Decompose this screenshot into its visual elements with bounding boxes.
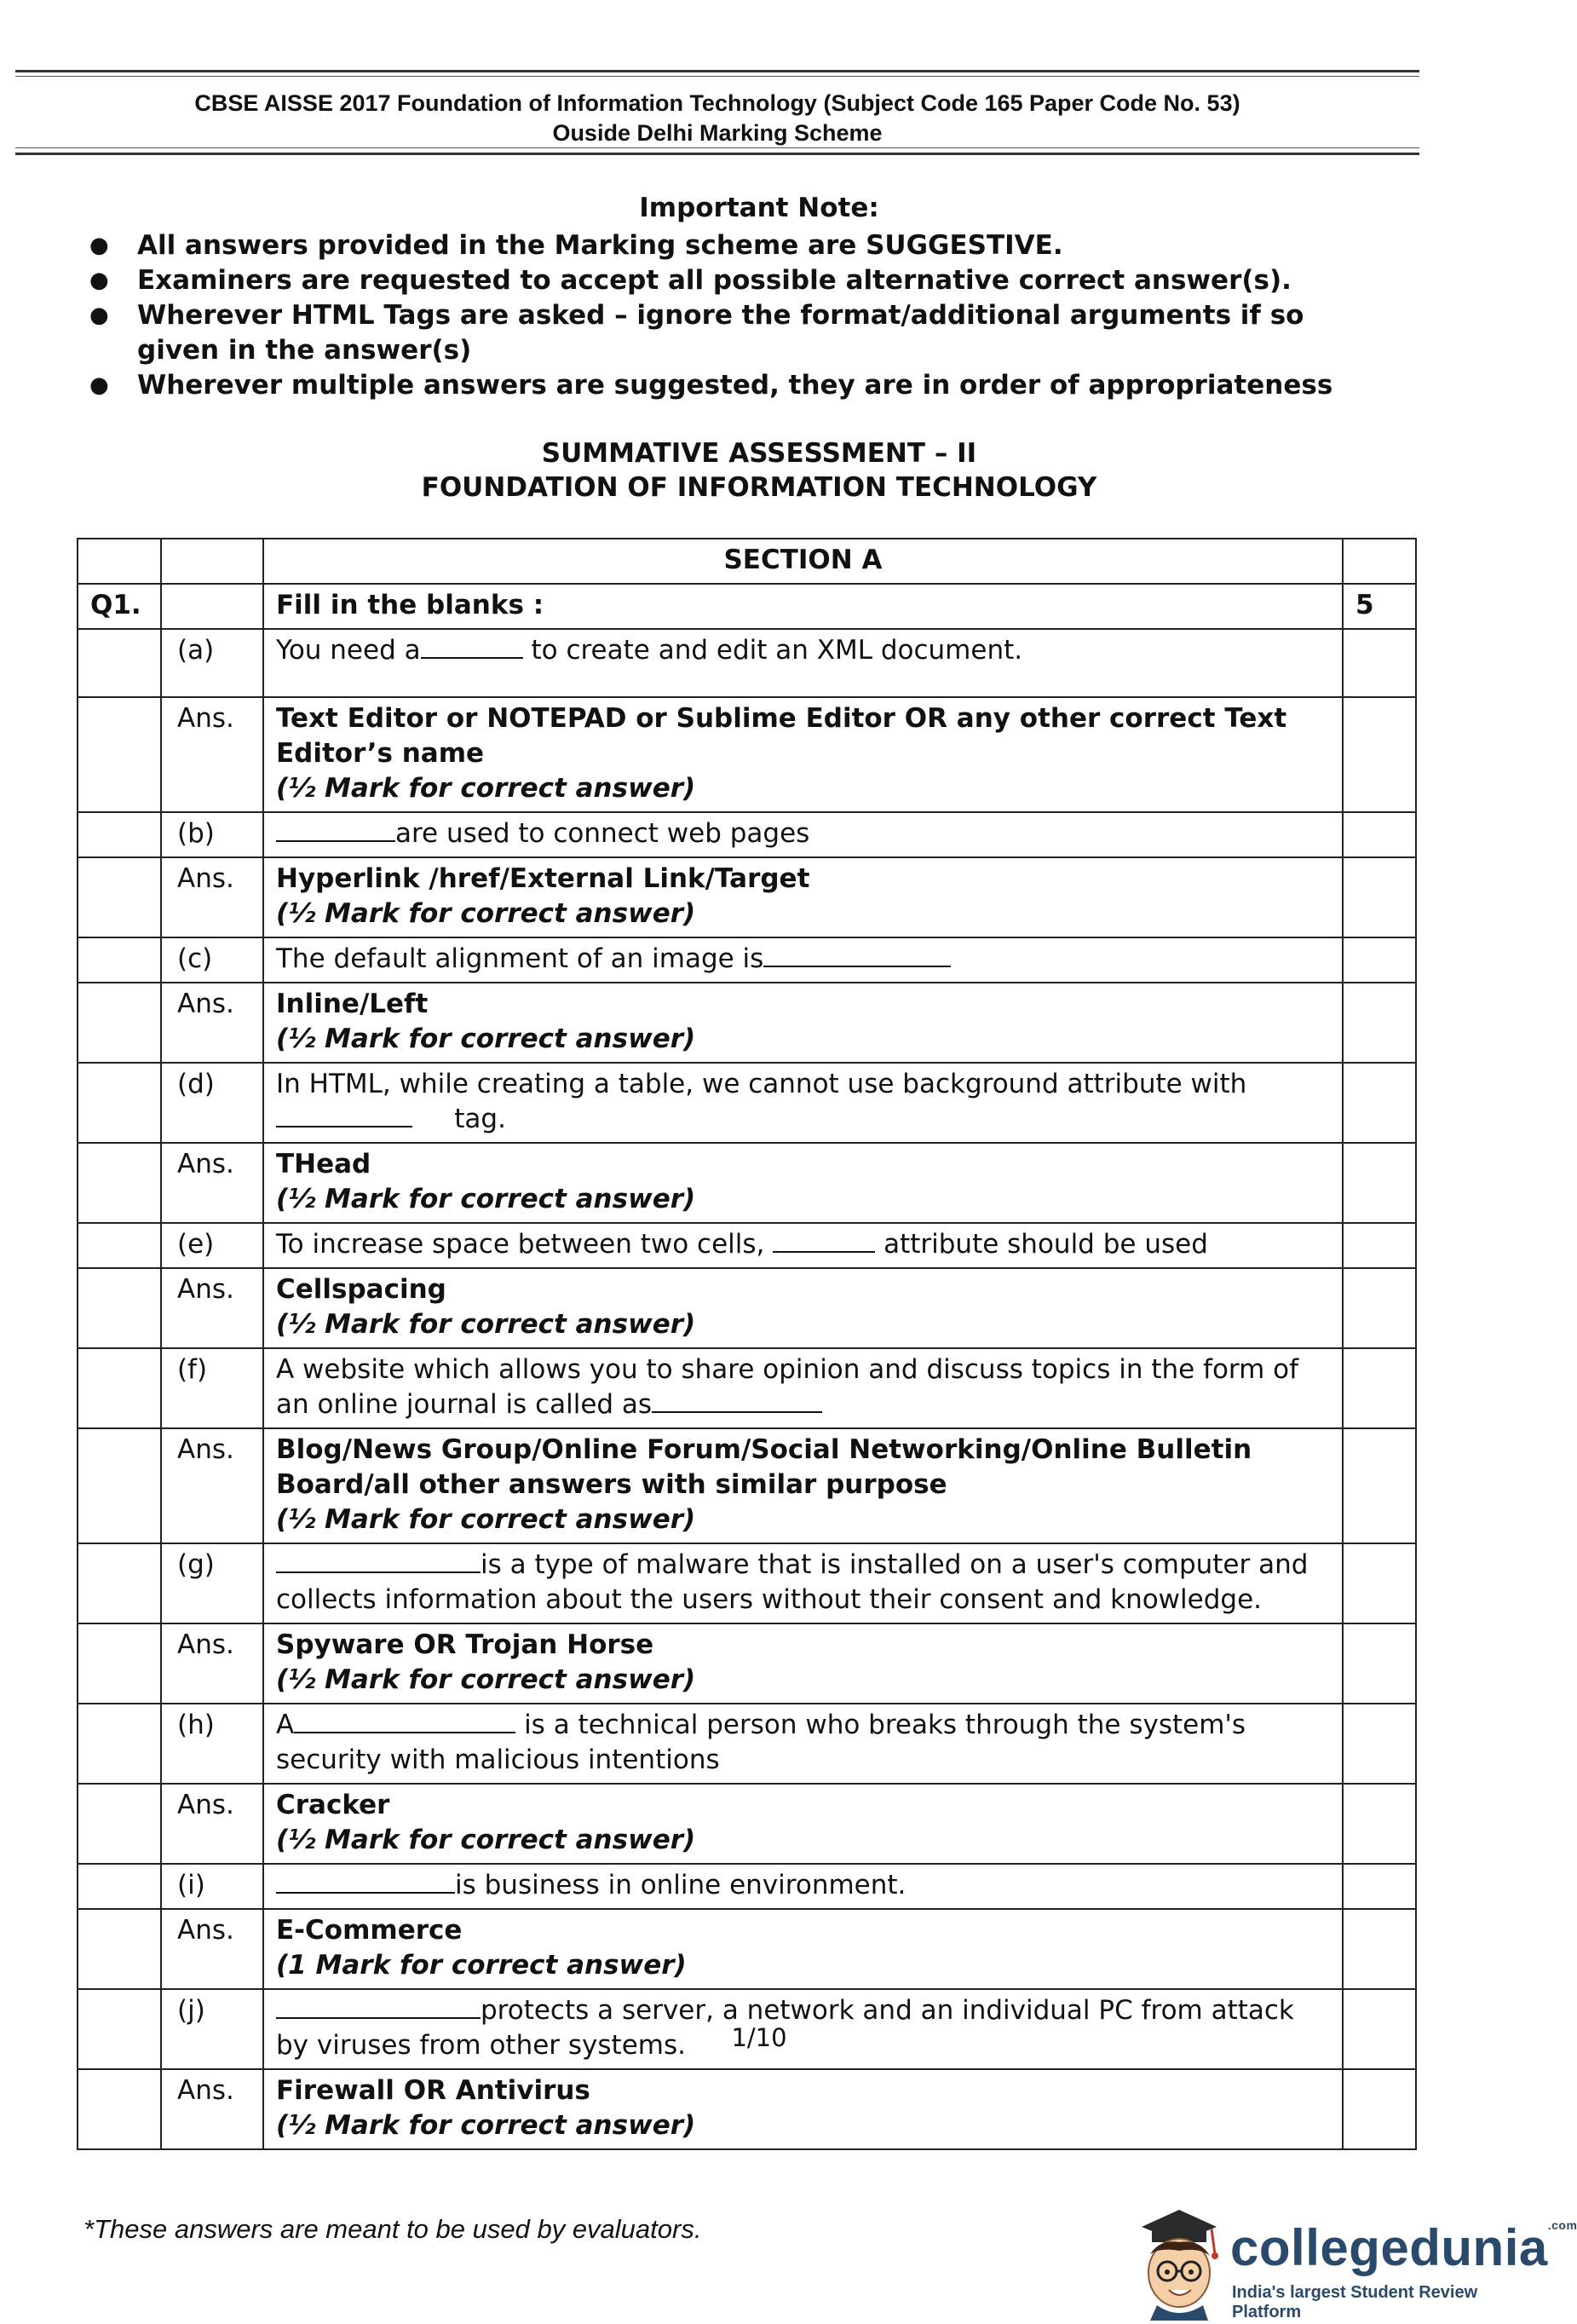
question-part-row	[78, 1223, 1416, 1268]
answer-text: Spyware OR Trojan Horse	[276, 1629, 654, 1660]
logo-wordmark: collegedunia$^{.com}$	[1230, 2218, 1577, 2276]
answer-text: Cracker	[276, 1790, 390, 1820]
page-number: 1/10	[731, 2023, 787, 2052]
answer-cell	[263, 2069, 1343, 2149]
answer-cell	[263, 1143, 1343, 1223]
answer-row	[78, 1268, 1416, 1348]
header-rule-top	[15, 70, 1419, 72]
marking-note: (½ Mark for correct answer)	[276, 1664, 696, 1695]
answer-row	[78, 697, 1416, 812]
marking-note: (½ Mark for correct answer)	[276, 773, 696, 804]
part-question: A is a technical person who breaks through the system's security with malicious intentions	[263, 1704, 1343, 1784]
header-rule-bottom	[15, 153, 1419, 155]
collegedunia-logo	[1126, 2194, 1577, 2321]
answer-label: Ans.	[161, 1428, 263, 1543]
answer-cell	[263, 697, 1343, 812]
section-row	[78, 539, 1416, 584]
answer-cell	[263, 1784, 1343, 1864]
header-title: CBSE AISSE 2017 Foundation of Information Technology (Subject Code 165 Paper Code No. 53)	[194, 90, 1240, 116]
fill-blank	[276, 1104, 412, 1127]
answer-cell	[263, 857, 1343, 937]
question-text: Fill in the blanks :	[263, 584, 1343, 629]
fill-blank	[276, 1995, 481, 2019]
answer-label: Ans.	[161, 697, 263, 812]
part-question: are used to connect web pages	[263, 812, 1343, 857]
fill-blank	[276, 818, 395, 842]
answer-text: Firewall OR Antivirus	[276, 2075, 590, 2106]
fill-blank	[421, 635, 523, 659]
part-question: In HTML, while creating a table, we cannot use background attribute with tag.	[263, 1063, 1343, 1143]
fill-blank	[652, 1389, 822, 1413]
marking-note: (½ Mark for correct answer)	[276, 1504, 696, 1535]
part-question: is a type of malware that is installed on a user's computer and collects information about the users without their consent and knowledge.	[263, 1543, 1343, 1623]
part-question: A website which allows you to share opinion and discuss topics in the form of an online journal is called as	[263, 1348, 1343, 1428]
answer-cell	[263, 1623, 1343, 1704]
bullet-icon: ●	[89, 372, 109, 398]
question-part-row	[78, 1063, 1416, 1143]
fill-blank	[773, 1229, 875, 1253]
answer-text: Text Editor or NOTEPAD or Sublime Editor OR any other correct Text Editor’s name	[276, 703, 1287, 769]
part-label: (j)	[161, 1989, 263, 2069]
part-label: (c)	[161, 937, 263, 983]
question-number: Q1.	[78, 584, 161, 629]
answer-text: Blog/News Group/Online Forum/Social Networking/Online Bulletin Board/all other answers with similar purpose	[276, 1434, 1252, 1500]
part-question: You need a to create and edit an XML document.	[263, 629, 1343, 697]
part-label: (a)	[161, 629, 263, 697]
note-item: ● Wherever HTML Tags are asked – ignore the format/additional arguments if so given in the answer(s)	[89, 300, 1304, 366]
question-part-row	[78, 1864, 1416, 1909]
fill-blank	[276, 1549, 481, 1573]
answer-label: Ans.	[161, 1784, 263, 1864]
marking-note: (½ Mark for correct answer)	[276, 1024, 696, 1054]
answer-row	[78, 1909, 1416, 1989]
answer-label: Ans.	[161, 1143, 263, 1223]
section-title: SECTION A	[263, 539, 1343, 584]
part-label: (e)	[161, 1223, 263, 1268]
header-rule-bottom-thin	[15, 147, 1419, 148]
fill-blank	[294, 1710, 515, 1733]
question-part-row	[78, 937, 1416, 983]
part-question: To increase space between two cells, attribute should be used	[263, 1223, 1343, 1268]
answer-label: Ans.	[161, 1909, 263, 1989]
answer-text: E-Commerce	[276, 1915, 463, 1946]
question-part-row	[78, 1543, 1416, 1623]
answer-cell	[263, 1428, 1343, 1543]
answer-row	[78, 857, 1416, 937]
fill-blank	[276, 1870, 455, 1894]
answer-label: Ans.	[161, 1268, 263, 1348]
note-item: ● All answers provided in the Marking scheme are SUGGESTIVE.	[89, 228, 1384, 263]
part-label: (h)	[161, 1704, 263, 1784]
footer-note: *These answers are meant to be used by evaluators.	[83, 2214, 702, 2244]
marking-note: (½ Mark for correct answer)	[276, 1825, 696, 1855]
bullet-icon: ●	[89, 268, 109, 293]
answer-label: Ans.	[161, 983, 263, 1063]
question-part-row	[78, 812, 1416, 857]
answer-cell	[263, 983, 1343, 1063]
question-row	[78, 584, 1416, 629]
part-label: (f)	[161, 1348, 263, 1428]
part-question: protects a server, a network and an individual PC from attack by viruses from other systems.	[263, 1989, 1343, 2069]
marking-note: (½ Mark for correct answer)	[276, 898, 696, 929]
answer-row	[78, 983, 1416, 1063]
note-item: ● Examiners are requested to accept all possible alternative correct answer(s).	[89, 263, 1384, 298]
answer-label: Ans.	[161, 1623, 263, 1704]
part-label: (d)	[161, 1063, 263, 1143]
part-label: (b)	[161, 812, 263, 857]
question-part-row	[78, 1348, 1416, 1428]
marking-note: (½ Mark for correct answer)	[276, 1309, 696, 1340]
student-mascot-icon	[1126, 2194, 1229, 2321]
logo-tagline: India's largest Student Review Platform	[1232, 2283, 1478, 2321]
header-subtitle: Ouside Delhi Marking Scheme	[552, 120, 883, 146]
assessment-title: SUMMATIVE ASSESSMENT – II	[541, 438, 977, 469]
question-marks: 5	[1343, 584, 1416, 629]
answer-row	[78, 1143, 1416, 1223]
note-item: ● Wherever multiple answers are suggested, they are in order of appropriateness	[89, 368, 1384, 403]
answer-text: Hyperlink /href/External Link/Target	[276, 863, 810, 894]
answer-cell	[263, 1909, 1343, 1989]
answer-cell	[263, 1268, 1343, 1348]
answer-label: Ans.	[161, 857, 263, 937]
fill-blank	[763, 943, 951, 967]
answer-label: Ans.	[161, 2069, 263, 2149]
marking-scheme-table	[77, 538, 1417, 2150]
header-rule-top-thin	[15, 76, 1419, 77]
part-label: (g)	[161, 1543, 263, 1623]
important-note-list	[89, 228, 1384, 403]
question-part-row	[78, 1704, 1416, 1784]
answer-row	[78, 1623, 1416, 1704]
answer-text: Inline/Left	[276, 989, 429, 1019]
answer-text: Cellspacing	[276, 1274, 446, 1305]
marking-note: (1 Mark for correct answer)	[276, 1950, 687, 1981]
marking-note: (½ Mark for correct answer)	[276, 2110, 696, 2141]
answer-row	[78, 1784, 1416, 1864]
marking-note: (½ Mark for correct answer)	[276, 1184, 696, 1214]
bullet-icon: ●	[89, 303, 109, 328]
assessment-subject: FOUNDATION OF INFORMATION TECHNOLOGY	[421, 472, 1097, 503]
question-part-row	[78, 629, 1416, 697]
important-note-title: Important Note:	[639, 193, 879, 223]
answer-row	[78, 2069, 1416, 2149]
part-question: is business in online environment.	[263, 1864, 1343, 1909]
part-label: (i)	[161, 1864, 263, 1909]
answer-text: THead	[276, 1149, 371, 1179]
answer-row	[78, 1428, 1416, 1543]
part-question: The default alignment of an image is	[263, 937, 1343, 983]
bullet-icon: ●	[89, 233, 109, 258]
